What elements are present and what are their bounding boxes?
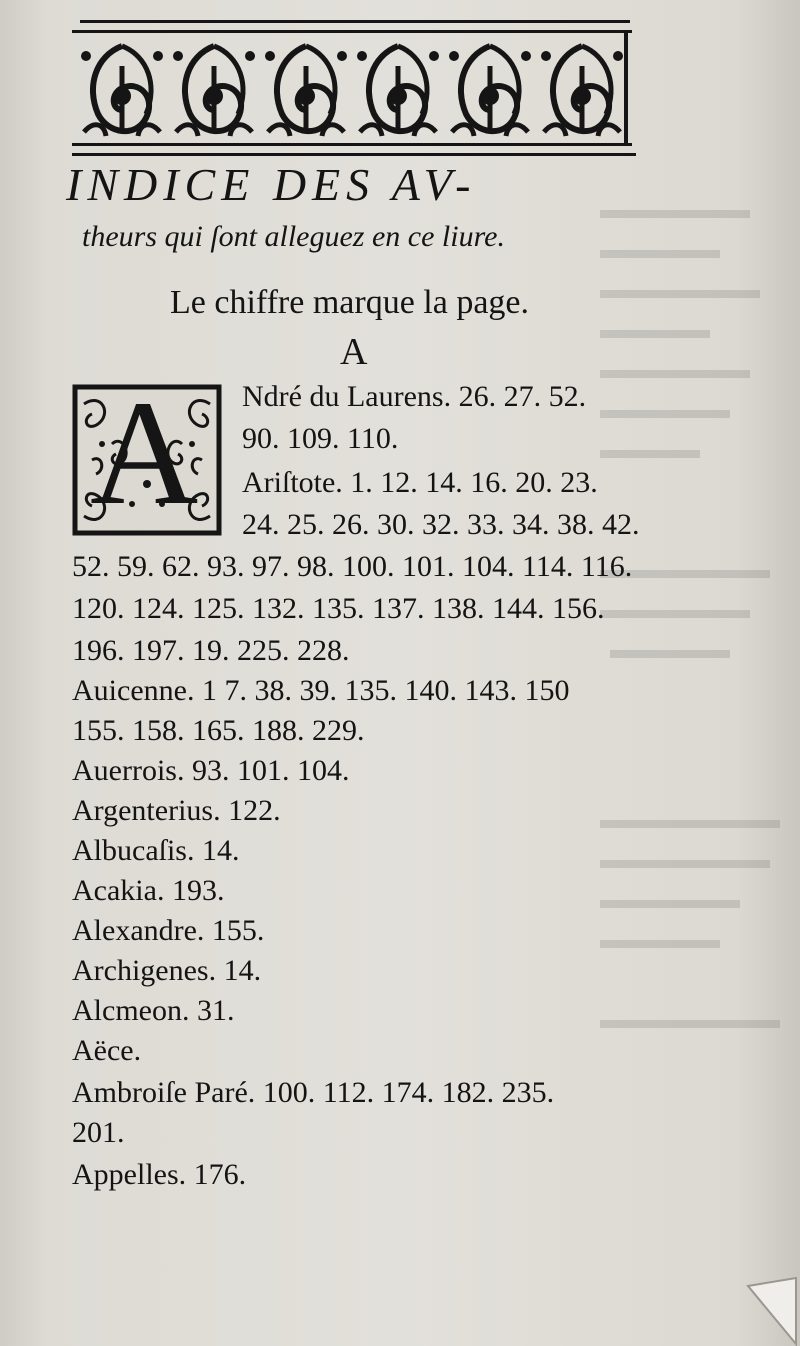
- index-entry: Alcmeon. 31.: [72, 994, 235, 1027]
- index-title-continued: theurs qui ſont alleguez en ce liure.: [82, 220, 505, 253]
- index-entry: Archigenes. 14.: [72, 954, 262, 987]
- index-entry: 52. 59. 62. 93. 97. 98. 100. 101. 104. 114. 116.: [72, 550, 633, 583]
- index-title: INDICE DES AV-: [66, 159, 477, 210]
- top-rule: [80, 20, 630, 23]
- index-entry: Ambroiſe Paré. 100. 112. 174. 182. 235.: [72, 1076, 555, 1109]
- index-entry: Acakia. 193.: [72, 874, 225, 907]
- index-entry: 90. 109. 110.: [242, 422, 399, 455]
- index-entry: 201.: [72, 1116, 125, 1149]
- page-number-note: Le chiffre marque la page.: [170, 284, 530, 321]
- show-through-texture: [590, 200, 790, 1200]
- index-entry: 196. 197. 19. 225. 228.: [72, 634, 350, 667]
- section-letter: A: [340, 331, 368, 373]
- ornamental-headpiece: [72, 32, 632, 144]
- index-entry: 155. 158. 165. 188. 229.: [72, 714, 365, 747]
- index-entry: Alexandre. 155.: [72, 914, 265, 947]
- index-entry: Appelles. 176.: [72, 1158, 247, 1191]
- index-entry: Ariſtote. 1. 12. 14. 16. 20. 23.: [242, 466, 598, 499]
- header-rule: [72, 153, 636, 156]
- index-entry: 24. 25. 26. 30. 32. 33. 34. 38. 42.: [242, 508, 640, 541]
- index-entry: Ndré du Laurens. 26. 27. 52.: [242, 380, 587, 413]
- decorated-initial-letter: A: [90, 370, 199, 536]
- index-entry: Albucaſis. 14.: [72, 834, 240, 867]
- decorated-initial: [72, 370, 222, 536]
- index-entry: Aëce.: [72, 1034, 142, 1067]
- page-corner-fold: [738, 1276, 798, 1346]
- index-entry: 120. 124. 125. 132. 135. 137. 138. 144. 156.: [72, 592, 605, 625]
- index-entry: Auerrois. 93. 101. 104.: [72, 754, 350, 787]
- index-entry: Argenterius. 122.: [72, 794, 281, 827]
- index-entry: Auicenne. 1 7. 38. 39. 135. 140. 143. 150: [72, 674, 570, 707]
